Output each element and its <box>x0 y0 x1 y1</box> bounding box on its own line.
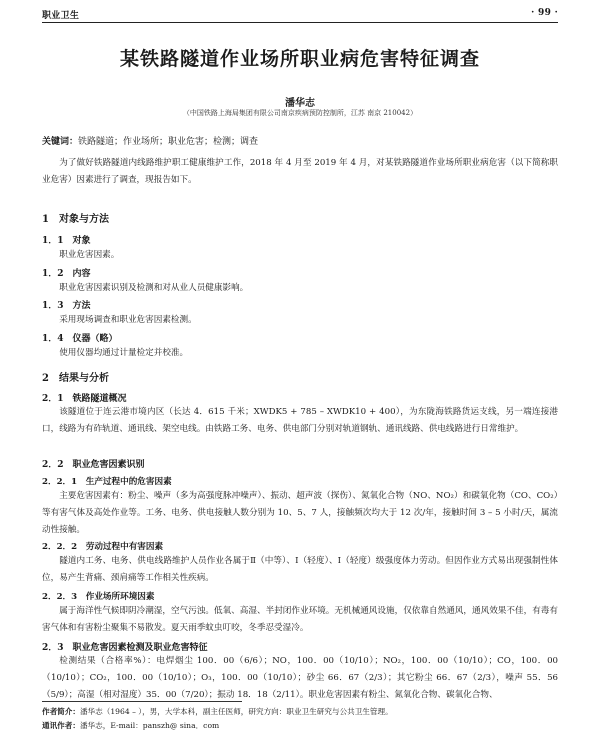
keywords-label: 关键词： <box>42 137 79 147</box>
article-author: 潘华志 <box>285 98 315 109</box>
section-1-3-heading: 1．3 方法 <box>42 301 91 311</box>
section-2-heading: 2 结果与分析 <box>42 373 109 384</box>
author-bio-label: 作者简介： <box>42 707 80 716</box>
section-1-2-text: 职业危害因素识别及检测和对从业人员健康影响。 <box>59 283 249 293</box>
author-bio-text: 潘华志（1964 – ），男，大学本科，副主任医师，研究方向：职业卫生研究与公共卫生管理。 <box>79 707 393 716</box>
section-1-1-heading: 1．1 对象 <box>42 236 91 246</box>
section-1-4-text: 使用仪器均通过计量检定并校准。 <box>59 348 189 358</box>
section-2-2-2-heading: 2．2．2 劳动过程中有害因素 <box>42 542 164 552</box>
section-2-3-text: 检测结果（合格率%）：电焊烟尘 100．00（6/6）；NO，100．00（10/10）；NO₂，100．00（10/10）；CO，100．00（10/10）；CO₂，100．00（10/10）；O₃，100．00（10/10）；砂尘 66．67（2/3）；其它粉尘 66．67（2/3），噪声 55．56（5/9）；高湿（相对湿度）35．00（7/20）；振动 18．18（2/11）。职业危害因素有粉尘、氮氧化合物、碳氧化合物、 <box>42 656 558 700</box>
contact-text: 潘华志，E-mail：panszh@ sina．com <box>79 721 220 730</box>
section-1-1-text: 职业危害因素。 <box>59 250 120 260</box>
header-divider <box>42 22 558 23</box>
section-1-heading: 1 对象与方法 <box>42 214 109 225</box>
section-2-2-heading: 2．2 职业危害因素识别 <box>42 460 145 470</box>
keywords <box>42 134 558 147</box>
article-title: 某铁路隧道作业场所职业病危害特征调查 <box>119 48 480 70</box>
section-2-3-heading: 2．3 职业危害因素检测及职业危害特征 <box>42 643 208 653</box>
section-2-1-text: 该隧道位于连云港市境内区（长达 4．615 千米；XWDK5 + 785 – XWDK10 + 400），为东陇海铁路货运支线，另一端连接港口，线路为有砟轨道、通讯线、架空电线。由铁路工务、电务、供电部门分别对轨道钢轨、通讯线路、供电线路进行日常维护。 <box>42 407 558 434</box>
page-number: · 99 · <box>531 8 558 18</box>
intro-paragraph: 为了做好铁路隧道内线路维护职工健康维护工作，2018 年 4 月至 2019 年 4 月，对某铁路隧道作业场所职业病危害（以下简称职业危害）因素进行了调查，现报告如下。 <box>42 158 558 185</box>
section-2-1-heading: 2．1 铁路隧道概况 <box>42 394 127 404</box>
contact-label: 通讯作者： <box>42 721 80 730</box>
keywords-text: 铁路隧道；作业场所；职业危害；检测；调查 <box>78 137 259 147</box>
author-bio-footnote <box>42 706 558 718</box>
contact-footnote <box>42 720 558 732</box>
section-2-2-2-text: 隧道内工务、电务、供电线路维护人员作业各属于Ⅱ（中等）、Ⅰ（轻度）、Ⅰ（轻度）级强度体力劳动。但因作业方式易出现强制性体位，易产生背痛、颈肩痛等工作相关性疾病。 <box>42 556 558 583</box>
section-1-4-heading: 1．4 仪器（略） <box>42 334 118 344</box>
author-affiliation: （中国铁路上海局集团有限公司南京疾病预防控制所，江苏 南京 210042） <box>182 109 418 117</box>
section-2-2-1-text: 主要危害因素有：粉尘、噪声（多为高强度脉冲噪声）、振动、超声波（探伤）、氮氧化合物（NO、NO₂）和碳氧化物（CO、CO₂）等有害气体及高处作业等。工务、电务、供电接触人数分别为 10、5、7 人，接触频次均大于 12 次/年，接触时间 3 – 5 小时/天，属流动性接触。 <box>42 491 558 535</box>
section-1-3-text: 采用现场调查和职业危害因素检测。 <box>59 315 197 325</box>
footnote-divider <box>42 701 242 702</box>
section-2-2-1-heading: 2．2．1 生产过程中的危害因素 <box>42 477 172 487</box>
section-2-2-3-text: 属于海洋性气候即阴冷潮湿，空气污浊。低氧、高湿、半封闭作业环境。无机械通风设施，仅依靠自然通风，通风效果不佳，有毒有害气体和有害粉尘聚集不易散发。夏天雨季蚊虫叮咬，冬季忍受湿冷。 <box>42 606 558 633</box>
section-1-2-heading: 1．2 内容 <box>42 269 91 279</box>
journal-name: 职业卫生 <box>42 11 80 21</box>
section-2-2-3-heading: 2．2．3 作业场所环境因素 <box>42 592 155 602</box>
